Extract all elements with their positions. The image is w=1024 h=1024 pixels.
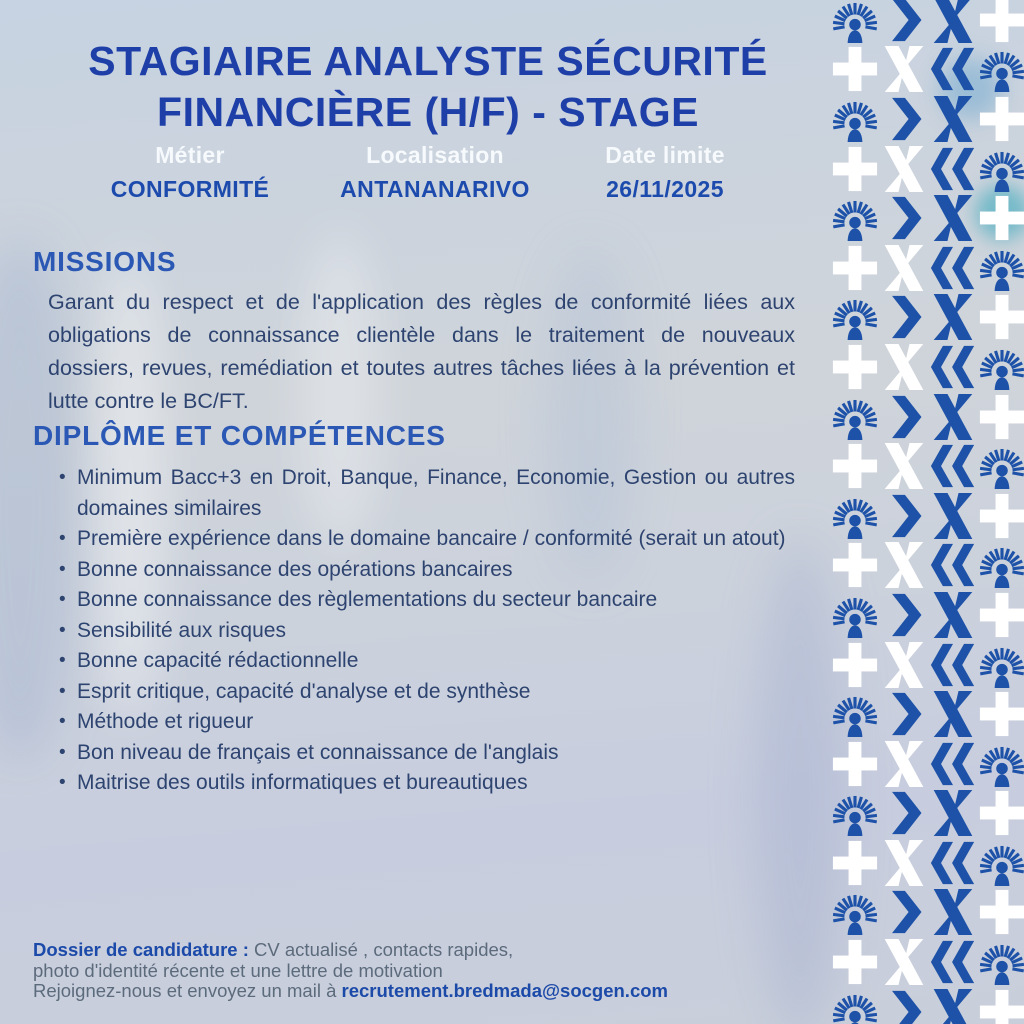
- x-mark-icon: [928, 789, 977, 839]
- plus-icon: [977, 888, 1024, 938]
- x-mark-icon: [928, 193, 977, 243]
- footer-line-1: [33, 940, 773, 961]
- pattern-row: [830, 94, 1024, 144]
- chevron-right-icon: [879, 590, 928, 640]
- plus-icon: [830, 739, 879, 789]
- contact-prefix: Rejoignez-nous et envoyez un mail à: [33, 980, 342, 1001]
- plus-icon: [830, 441, 879, 491]
- title-line-1: STAGIAIRE ANALYSTE SÉCURITÉ: [88, 38, 768, 84]
- sunburst-person-icon: [830, 987, 879, 1024]
- chevron-right-icon: [879, 392, 928, 442]
- x-mark-icon: [879, 144, 928, 194]
- pattern-row: [830, 45, 1024, 95]
- meta-label: Métier: [155, 142, 225, 168]
- plus-icon: [977, 193, 1024, 243]
- x-mark-icon: [928, 392, 977, 442]
- title-line-2: FINANCIÈRE (H/F) - STAGE: [157, 89, 699, 135]
- chevron-right-icon: [879, 193, 928, 243]
- competences-list: [57, 463, 795, 799]
- missions-heading: MISSIONS: [33, 246, 177, 277]
- sunburst-person-icon: [977, 640, 1024, 690]
- sunburst-person-icon: [977, 45, 1024, 95]
- list-item: • Bonne capacité rédactionnelle: [57, 646, 795, 677]
- x-mark-icon: [928, 0, 977, 45]
- plus-icon: [977, 689, 1024, 739]
- x-mark-icon: [879, 441, 928, 491]
- chevron-right-icon: [879, 293, 928, 343]
- double-chevron-left-icon: [928, 541, 977, 591]
- competences-section: [33, 420, 799, 799]
- list-item: • Méthode et rigueur: [57, 707, 795, 738]
- double-chevron-left-icon: [928, 640, 977, 690]
- pattern-row: [830, 640, 1024, 690]
- x-mark-icon: [928, 590, 977, 640]
- pattern-row: [830, 888, 1024, 938]
- page-title: [0, 36, 856, 138]
- sunburst-person-icon: [830, 491, 879, 541]
- x-mark-icon: [928, 689, 977, 739]
- plus-icon: [977, 0, 1024, 45]
- double-chevron-left-icon: [928, 441, 977, 491]
- list-item: • Bonne connaissance des règlementations du secteur bancaire: [57, 585, 795, 616]
- pattern-row: [830, 987, 1024, 1024]
- chevron-right-icon: [879, 987, 928, 1024]
- pattern-row: [830, 0, 1024, 45]
- list-item: • Minimum Bacc+3 en Droit, Banque, Finance, Economie, Gestion ou autres domaines similaires: [57, 463, 795, 524]
- meta-label: Localisation: [366, 142, 504, 168]
- double-chevron-left-icon: [928, 838, 977, 888]
- footer-line-3: [33, 981, 773, 1002]
- chevron-right-icon: [879, 94, 928, 144]
- list-item: • Esprit critique, capacité d'analyse et de synthèse: [57, 677, 795, 708]
- application-footer: [33, 940, 773, 1002]
- decor-pattern-strip: [830, 0, 1024, 1024]
- list-item: • Maitrise des outils informatiques et bureautiques: [57, 768, 795, 799]
- sunburst-person-icon: [830, 193, 879, 243]
- sunburst-person-icon: [977, 541, 1024, 591]
- x-mark-icon: [879, 640, 928, 690]
- sunburst-person-icon: [977, 838, 1024, 888]
- meta-location: [310, 142, 560, 203]
- sunburst-person-icon: [830, 392, 879, 442]
- application-label: Dossier de candidature :: [33, 939, 249, 960]
- x-mark-icon: [879, 45, 928, 95]
- plus-icon: [830, 640, 879, 690]
- competences-heading: DIPLÔME ET COMPÉTENCES: [33, 420, 446, 451]
- x-mark-icon: [928, 987, 977, 1024]
- list-item: • Bon niveau de français et connaissance de l'anglais: [57, 738, 795, 769]
- x-mark-icon: [879, 739, 928, 789]
- plus-icon: [830, 144, 879, 194]
- sunburst-person-icon: [830, 293, 879, 343]
- chevron-right-icon: [879, 689, 928, 739]
- pattern-row: [830, 838, 1024, 888]
- chevron-right-icon: [879, 0, 928, 45]
- chevron-right-icon: [879, 491, 928, 541]
- sunburst-person-icon: [977, 441, 1024, 491]
- pattern-row: [830, 392, 1024, 442]
- plus-icon: [977, 293, 1024, 343]
- pattern-row: [830, 590, 1024, 640]
- plus-icon: [977, 789, 1024, 839]
- meta-value: ANTANANARIVO: [340, 176, 530, 202]
- double-chevron-left-icon: [928, 342, 977, 392]
- double-chevron-left-icon: [928, 243, 977, 293]
- sunburst-person-icon: [977, 243, 1024, 293]
- meta-deadline: [560, 142, 770, 203]
- x-mark-icon: [879, 541, 928, 591]
- recruitment-email[interactable]: recrutement.bredmada@socgen.com: [341, 980, 668, 1001]
- sunburst-person-icon: [830, 689, 879, 739]
- sunburst-person-icon: [977, 937, 1024, 987]
- footer-line-2: photo d'identité récente et une lettre de motivation: [33, 959, 443, 981]
- plus-icon: [830, 838, 879, 888]
- x-mark-icon: [928, 94, 977, 144]
- plus-icon: [977, 590, 1024, 640]
- chevron-right-icon: [879, 888, 928, 938]
- meta-row: [70, 142, 770, 203]
- missions-text: Garant du respect et de l'application des règles de conformité liées aux obligations de connaissance clientèle dans le traitement de nouveaux dossiers, revues, remédiation et toutes autres tâches liées à la prévention et lutte contre le BC/FT.: [48, 290, 795, 413]
- sunburst-person-icon: [977, 144, 1024, 194]
- x-mark-icon: [928, 293, 977, 343]
- pattern-row: [830, 937, 1024, 987]
- double-chevron-left-icon: [928, 45, 977, 95]
- pattern-row: [830, 193, 1024, 243]
- double-chevron-left-icon: [928, 937, 977, 987]
- plus-icon: [830, 541, 879, 591]
- x-mark-icon: [928, 888, 977, 938]
- chevron-right-icon: [879, 789, 928, 839]
- pattern-row: [830, 789, 1024, 839]
- plus-icon: [830, 937, 879, 987]
- sunburst-person-icon: [977, 342, 1024, 392]
- plus-icon: [977, 94, 1024, 144]
- plus-icon: [830, 243, 879, 293]
- double-chevron-left-icon: [928, 144, 977, 194]
- sunburst-person-icon: [830, 888, 879, 938]
- meta-job-field: [70, 142, 310, 203]
- application-items: CV actualisé , contacts rapides,: [248, 939, 514, 960]
- plus-icon: [977, 491, 1024, 541]
- x-mark-icon: [879, 342, 928, 392]
- pattern-row: [830, 689, 1024, 739]
- pattern-row: [830, 541, 1024, 591]
- x-mark-icon: [879, 243, 928, 293]
- list-item: • Bonne connaissance des opérations bancaires: [57, 555, 795, 586]
- list-item: • Sensibilité aux risques: [57, 616, 795, 647]
- meta-label: Date limite: [605, 142, 725, 168]
- plus-icon: [977, 392, 1024, 442]
- meta-value: 26/11/2025: [606, 176, 724, 202]
- x-mark-icon: [879, 838, 928, 888]
- pattern-row: [830, 243, 1024, 293]
- pattern-row: [830, 293, 1024, 343]
- pattern-row: [830, 342, 1024, 392]
- meta-value: CONFORMITÉ: [110, 176, 270, 202]
- x-mark-icon: [879, 937, 928, 987]
- pattern-row: [830, 491, 1024, 541]
- sunburst-person-icon: [977, 739, 1024, 789]
- list-item: • Première expérience dans le domaine bancaire / conformité (serait un atout): [57, 524, 795, 555]
- pattern-row: [830, 144, 1024, 194]
- sunburst-person-icon: [830, 590, 879, 640]
- missions-section: [33, 246, 799, 418]
- sunburst-person-icon: [830, 789, 879, 839]
- pattern-row: [830, 441, 1024, 491]
- plus-icon: [830, 342, 879, 392]
- x-mark-icon: [928, 491, 977, 541]
- plus-icon: [977, 987, 1024, 1024]
- pattern-row: [830, 739, 1024, 789]
- double-chevron-left-icon: [928, 739, 977, 789]
